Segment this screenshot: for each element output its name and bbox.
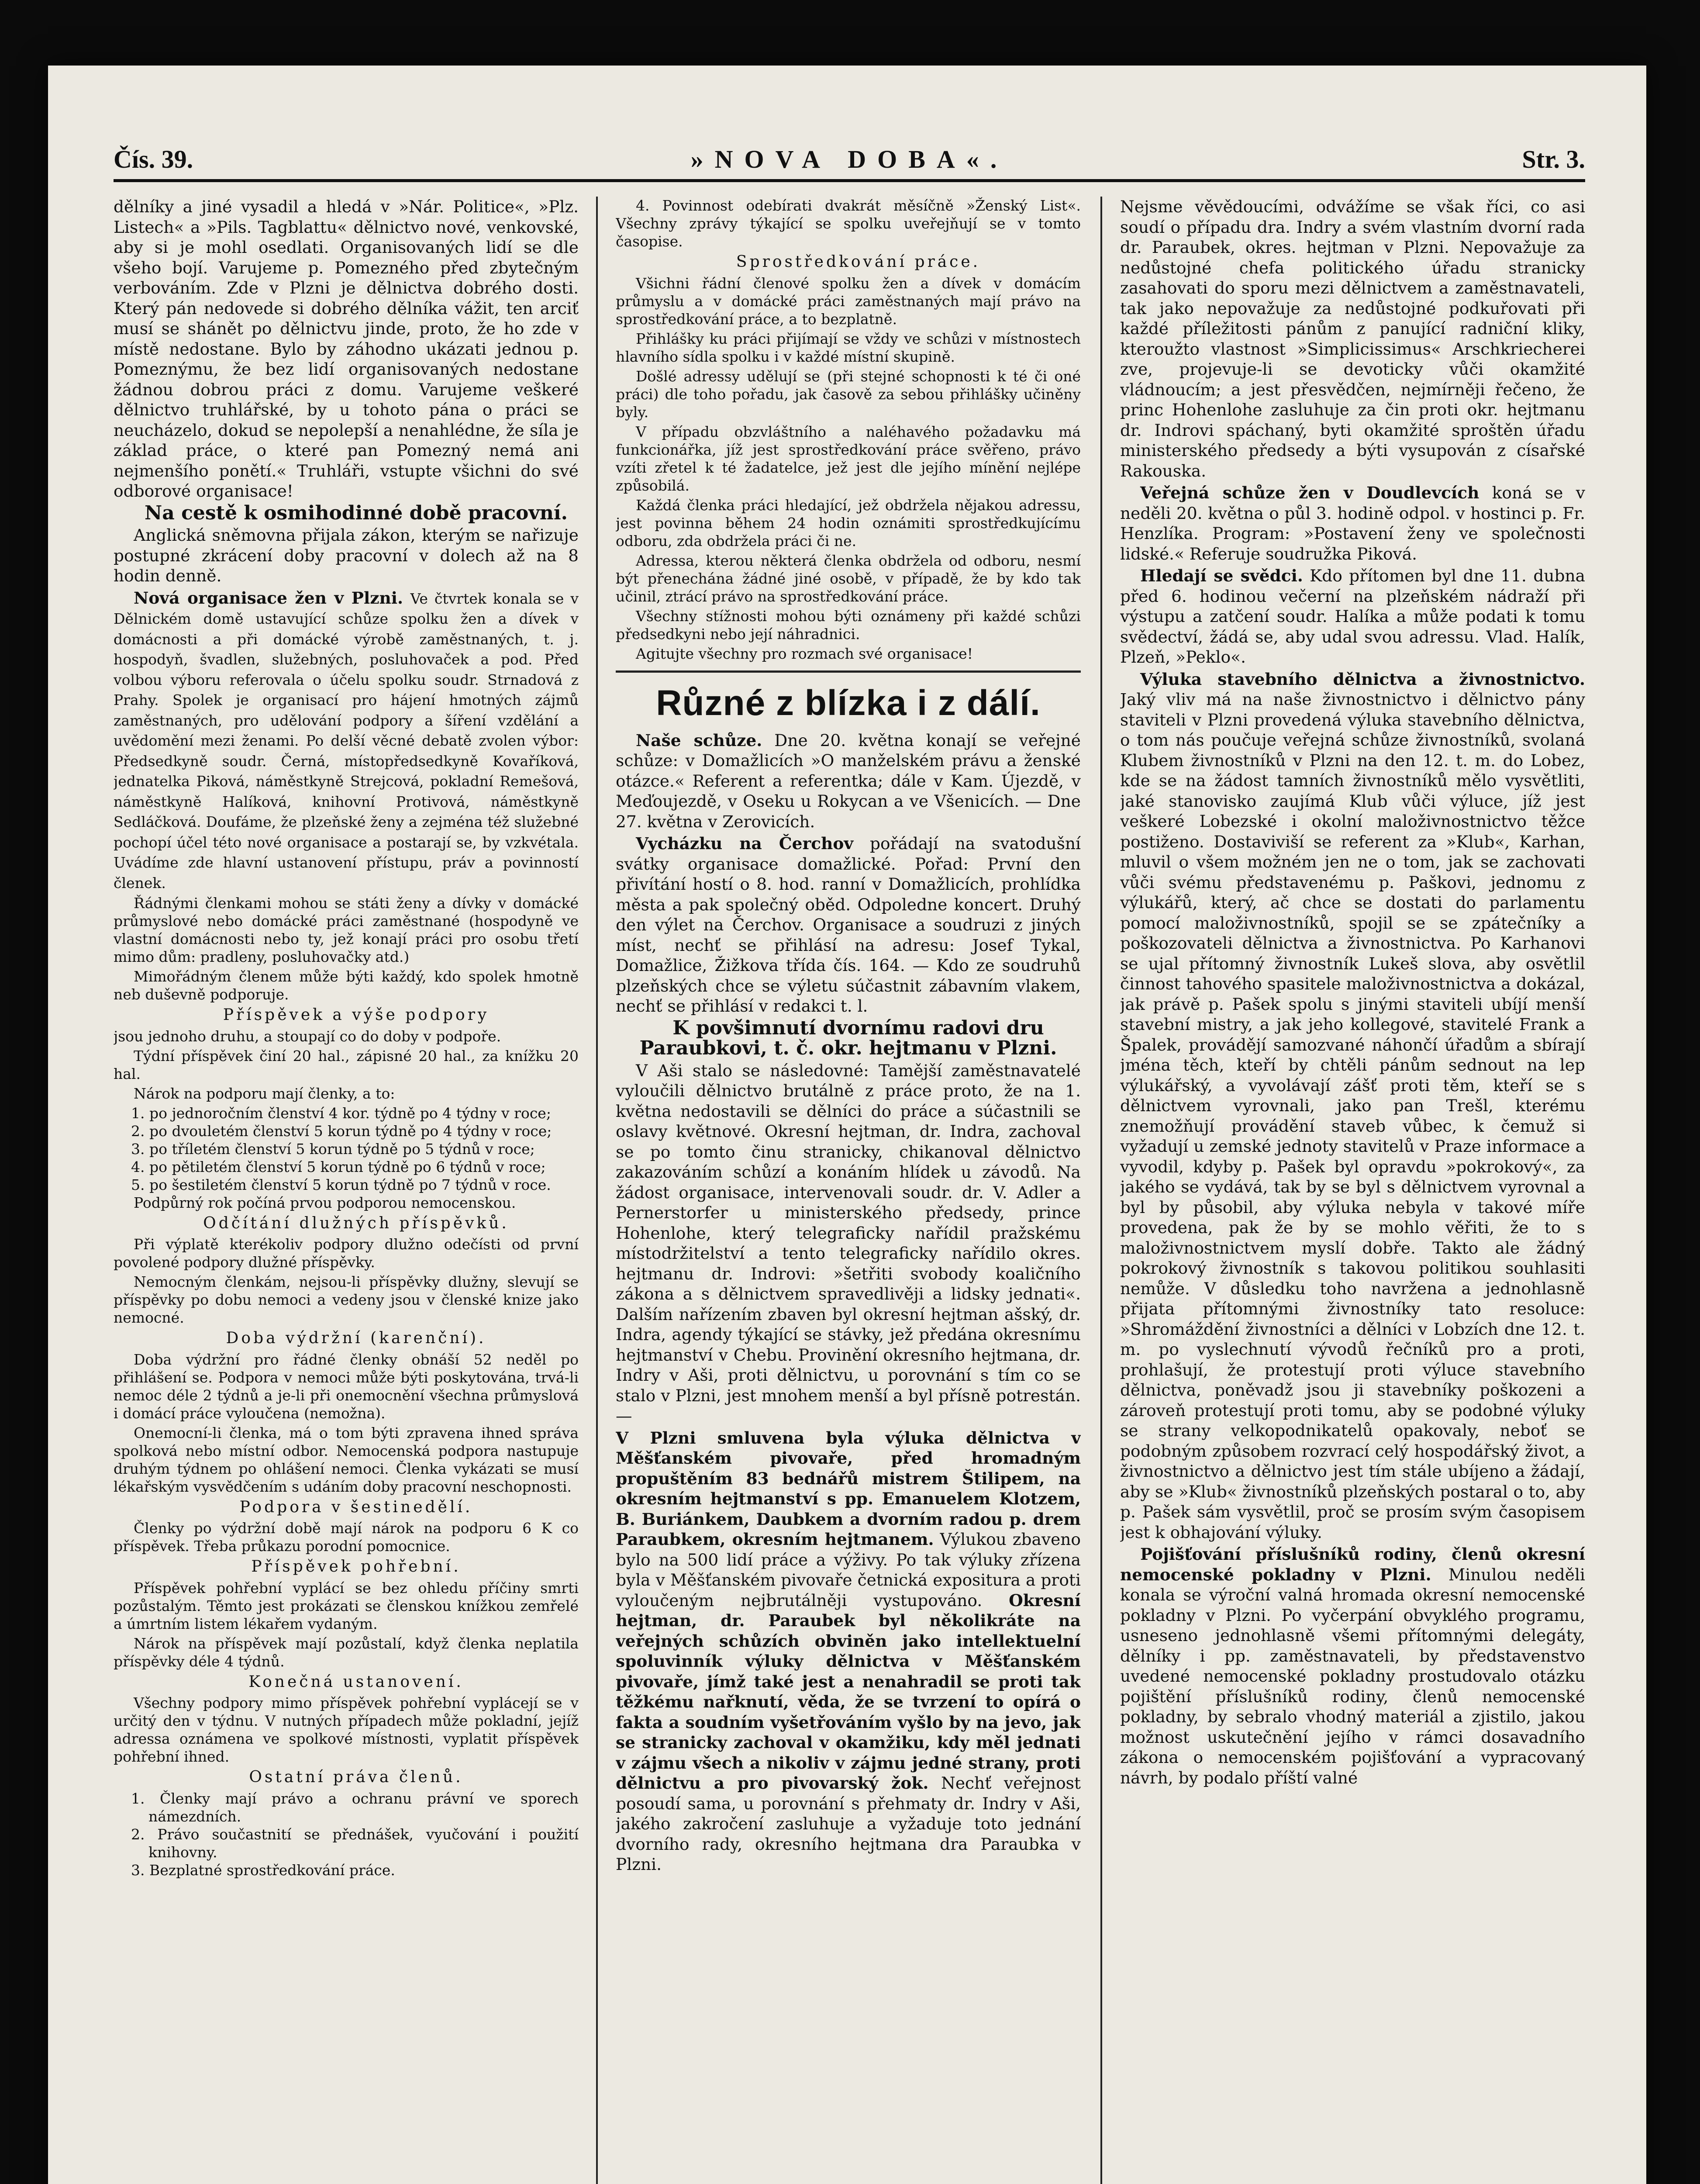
article-paragraph: Členky po výdržní době mají nárok na podporu 6 K co příspěvek. Třeba průkazu porodní pomocnice. — [114, 1520, 579, 1555]
rights-list — [114, 1790, 579, 1879]
article-paragraph: Onemocní-li členka, má o tom býti zpravena ihned správa spolková nebo místní odbor. Nemocenská podpora nastupuje druhým týdnem po ohlášení nemoci. Členka vykázati se musí lékařským vysvědčením s udáním doby pracovní neschopnosti. — [114, 1424, 579, 1495]
headline-doudlevce: Veřejná schůze žen v Doudlevcích — [1140, 483, 1479, 502]
headline-paraubek: K povšimnutí dvornímu radovi dru Paraubkovi, t. č. okr. hejtmanu v Plzni. — [639, 1016, 1057, 1059]
article-paragraph: Přihlášky ku práci přijímají se vždy ve schůzi v místnostech hlavního sídla spolku i v každé místní skupině. — [616, 330, 1081, 365]
list-item: 3. Bezplatné sprostředkování práce. — [131, 1861, 395, 1879]
article-paragraph: Došlé adressy udělují se (při stejné schopnosti k té či oné práci) dle toho pořadu, jak časově za sebou přihlášky učiněny byly. — [616, 367, 1081, 421]
article-paragraph: 4. Povinnost odebírati dvakrát měsíčně »Ženský List«. Všechny zprávy týkající se spolku uveřejňují se v tomto časopise. — [616, 197, 1081, 250]
article-paragraph — [616, 1428, 1081, 1875]
subheading: Příspěvek a výše podpory — [223, 1006, 490, 1024]
headline-lockout: Výluka stavebního dělnictva a živnostnictvo. — [1140, 669, 1585, 689]
support-list — [114, 1104, 579, 1194]
article-paragraph: Všechny stížnosti mohou býti oznámeny při každé schůzi předsedkyni nebo její náhradnici. — [616, 607, 1081, 643]
article-paragraph: Každá členka práci hledající, jež obdržela nějakou adressu, jest povinna během 24 hodin oznámiti sprostředkujícímu odboru, zda obdržela práci či ne. — [616, 496, 1081, 549]
article-paragraph: Anglická sněmovna přijala zákon, kterým se nařizuje postupné zkrácení doby pracovní v dolech až na 8 hodin denně. — [114, 525, 579, 585]
article-paragraph: Podpůrný rok počíná prvou podporou nemocenskou. — [134, 1194, 516, 1211]
article-paragraph: Všichni řádní členové spolku žen a dívek v domácím průmyslu a v domácké práci zaměstnaných mají právo na sprostředkování práce, a to bezplatně. — [616, 274, 1081, 328]
article-paragraph: Agitujte všechny pro rozmach své organisace! — [636, 645, 973, 662]
column-divider-2 — [1100, 197, 1102, 2184]
subheading: Ostatní práva členů. — [249, 1768, 463, 1786]
article-text: Kdo přítomen byl dne 11. dubna před 6. hodinou večerní na plzeňském nádraží při výstupu a zatčení soudr. Halíka a může podati k tomu svědectví, žádá se, aby udal svou adressu. Vlad. Halík, Plzeň, »Peklo«. — [1120, 566, 1585, 667]
article-paragraph — [616, 833, 1081, 1016]
article-paragraph: Všechny podpory mimo příspěvek pohřební vyplácejí se v určitý den v týdnu. V nutných případech může pokladní, jejíž adressa oznámena ve spolkové místnosti, vyplatit příspěvek pohřební ihned. — [114, 1694, 579, 1765]
subheading: Příspěvek pohřební. — [251, 1558, 461, 1576]
article-paragraph: dělníky a jiné vysadil a hledá v »Nár. Politice«, »Plz. Listech« a »Pils. Tagblattu« dělnictvo nové, venkovské, aby si je mohl osedlati. Organisovaných lidí se dle všeho bojí. Varujeme p. Pomezného před zbytečným verbováním. Zde v Plzni je dělnictva dobrého dosti. Který pán nedovede si dobrého dělníka vážit, ten arciť musí se shánět po dělnictvu jinde, proto, že ho zde v místě nedostane. Bylo by záhodno ukázati jednou p. Pomeznýmu, že bez lidí organisovaných nedostane žádnou dobrou práci z domu. Varujeme veškeré dělnictvo truhlářské, by u tohoto pána o práci se neucházelo, dokud se nepolepší a nenahlédne, že síla je základ práce, o které pan Pomezný nemá ani nejmenšího ponětí.« Truhláři, vstupte všichni do své odborové organisace! — [114, 197, 579, 501]
headline-insurance: Pojišťování příslušníků rodiny, členů okresní nemocenské pokladny v Plzni. — [1120, 1545, 1585, 1584]
article-text: Dne 20. května konají se veřejné schůze: v Domažlicích »O manželském právu a ženské otázce.« Referent a referentka; dále v Kam. Újezdě, v Meďoujezdě, v Oseku u Rokycan a ve Všenicích. — Dne 27. května v Zerovicích. — [616, 730, 1081, 831]
newspaper-page — [48, 66, 1646, 2184]
page-number: Str. 3. — [1522, 145, 1585, 173]
article-text: Jaký vliv má na naše živnostnictvo i dělnictvo pány staviteli v Plzni provedená výluka stavebního dělnictva, o tom nás poučuje veřejná schůze živnostníků, svolaná Klubem živnostníků v Plzni na den 12. t. m. do Lobez, kde se na žádost tamních živnostníků mělo vysvětliti, jaké stanovisko zaujímá Klub vůči výluce, jíž jest veškeré Lobezské i okolní maloživnostnictvo těžce postiženo. Dostaviviší se referent za »Klub«, Karhan, mluvil o všem možném jen ne o tom, jak se zachovati vůči svému představenému p. Paškovi, jednomu z výlukářů, který, ač chce se dostati do parlamentu pomocí maloživnostníků, spojil se se zpátečníky a poškozovateli dělnictva a živnostnictva. Po Karhanovi se ujal přítomný živnostník Lukeš slova, aby osvětlil činnost tahového spasitele maloživnostnictva a dokázal, jak právě p. Pašek spolu s jinými staviteli ubíjí menší stavební mistry, a jak jeho kollegové, stavitelé Frank a Špalek, provádějí samozvané náhončí úřadům a sbírají jména těch, kteří by chtěli pánům sednout na lep výlukářský, a vyvolávají zášť proti těm, kteří se s dělnictvem vyrovnali, jako pan Trešl, kterému znemožňují provádění staveb vůbec, k čemuž si vyžadují u zemské jednoty stavitelů v Praze informace a vyvodil, kdyby p. Pašek byl opravdu »pokrokový«, za jakého se vydává, tak by se byl s dělnictvem vyrovnal a byl by působil, aby výluka nebyla v takové míře provedena, pak že by se mohlo věřiti, že to s maloživnostnictvem myslí dobře. Takto ale žádný pokrokový živnostník s takovou politikou souhlasiti nemůže. V důsledku toho navrženа a jednohlasně přijata přítomnými živnostníky tato resoluce: »Shromáždění živnostníci a dělníci v Lobzích dne 12. t. m. po vyslechnutí vývodů řečníků pro a proti, prohlašují, že protestují proti výluce stavebního dělnictva, poněvadž jsou ji stavebníky poškozeni a zároveň protestují proti tomu, aby se podobné výluky se strany velkopodnikatelů opakovaly, neboť se podobným způsobem rozvrací celý hospodářský život, a živnostnictvo a dělnictvo jest tím stále ubíjeno a žádají, aby se »Klub« živnostníků plzeňských postaral o to, aby p. Pašek sám vysvětlil, proč se prosím svým časopisem jest k obhajování výluky. — [1120, 690, 1585, 1542]
headline-meetings: Naše schůze. — [636, 730, 762, 750]
list-item: 3. po tříletém členství 5 korun týdně po 5 týdnů v roce; — [131, 1140, 535, 1158]
list-item: 2. Právo součastnití se přednášek, vyučování i použití knihovny. — [131, 1825, 579, 1861]
article-text-bold: Okresní hejtman, dr. Paraubek byl několikráte na veřejných schůzích obviněn jako intellektuelní spoluvinník výluky dělnictva v Měšťanském pivovaře, jímž také jest a nenahradil se proti tak těžkému nařknutí, věda, že se tvrzení to opírá o fakta a soudním vyšetřováním vyšlo by na jevo, jak se stranicky zachoval v okamžiku, kdy měl jednati v zájmu všech a nikoliv v zájmu jedné strany, proti dělnictvu a pro pivovarský žok. — [616, 1590, 1081, 1793]
issue-number: Čís. 39. — [114, 145, 193, 173]
list-item: 1. po jednoročním členství 4 kor. týdně po 4 týdny v roce; — [131, 1104, 551, 1122]
headline-women-org: Nová organisace žen v Plzni. — [134, 588, 403, 608]
article-paragraph — [1120, 483, 1585, 564]
article-paragraph — [1120, 566, 1585, 667]
article-paragraph: Nárok na podporu mají členky, a to: — [134, 1085, 395, 1102]
subheading: Sprostředkování práce. — [736, 253, 981, 271]
article-text: Ve čtvrtek konala se v Dělnickém domě ustavující schůze spolku žen a dívek v domácnosti a při domácké výrobě zaměstnaných, t. j. hospodyň, švadlen, služebných, posluhovaček a pod. Před volbou výboru referovala o účelu spolku soudr. Strnadová z Prahy. Spolek je organisací pro hájení hmotných zájmů zaměstnaných, pro udělování podpory a šíření vzdělání a uvědomění mezi ženami. Po delší věcné debatě zvolen výbor: Předsedkyně soudr. Černá, místopředsedkyně Kovaříková, jednatelka Piková, náměstkyně Strejcová, pokladní Remešová, náměstkyně Halíková, knihovní Protivová, náměstkyně Sedláčková. Doufáme, že plzeňské ženy a zejména též služebné pochopí účel této nové organisace a postarají se, by vzkvétala. Uvádíme zde hlavní ustanovení přístupu, práv a povinností členek. — [114, 590, 579, 892]
headline-eight-hour-day: Na cestě k osmihodinné době pracovní. — [145, 501, 568, 524]
list-item: 2. po dvouletém členství 5 korun týdně po 4 týdny v roce; — [131, 1122, 552, 1140]
headline-cerchov: Vycházku na Čerchov — [636, 834, 854, 853]
article-paragraph — [114, 588, 579, 893]
page-header — [114, 131, 1585, 182]
article-paragraph — [1120, 1544, 1585, 1788]
article-paragraph: Adressa, kterou některá členka obdržela od odboru, nesmí být přenechána žádné jiné osobě, v případě, že by kdo tak učinil, ztrácí právo na sprostředkování práce. — [616, 552, 1081, 605]
article-paragraph: Příspěvek pohřební vyplácí se bez ohledu příčiny smrti pozůstalým. Těmto jest prokázati se členskou knížkou zemřelé a úmrtním listem lékařem vydaným. — [114, 1579, 579, 1632]
article-paragraph: Týdní příspěvek činí 20 hal., zápisné 20 hal., za knížku 20 hal. — [114, 1047, 579, 1082]
headline-witnesses: Hledají se svědci. — [1140, 566, 1303, 585]
article-paragraph — [1120, 669, 1585, 1543]
article-paragraph: Doba výdržní pro řádné členky obnáší 52 neděl po přihlášení se. Podpora v nemoci může býti poskytována, trvá-li nemoc déle 2 týdnů a je-li při onemocnění všechna průmyslová i domácí práce vyloučena (nemožna). — [114, 1351, 579, 1422]
article-paragraph — [616, 730, 1081, 832]
article-paragraph: Nárok na příspěvek mají pozůstalí, když členka neplatila příspěvky déle 4 týdnů. — [114, 1635, 579, 1670]
article-text: Nechť veřejnost posoudí sama, u porovnání s přehmaty dr. Indry v Aši, jakého zakročení zasluhuje a vyžaduje toto jednání dvorního rady, okresního hejtmana dra Paraubka v Plzni. — [616, 1773, 1081, 1874]
article-paragraph: Nejsme věvědoucími, odvážíme se však říci, co asi soudí o případu dra. Indry a svém vlastním dvorní rada dr. Paraubek, okres. hejtman v Plzni. Nepovažuje za nedůstojné chefa politického úřadu stranicky zasahovati do sporu mezi dělnictvem a zaměstnavateli, tak jako nepovažuje za nedůstojné podkuřovati při každé příležitosti pánům z panující radniční kliky, kteroužto vlastnost »Simplicissimus« Arschkriecherei zve, projevuje-li se devoticky vůči okamžité vládnoucím; a jest přesvědčen, nejmírněji řečeno, že princ Hohenlohe zasluhuje za čin proti okr. hejtmanu dr. Indrovi spáchaný, byti okamžité sproštěn úřadu ministerského předsedy a býti vysupován z císařské Rakouska. — [1120, 197, 1585, 480]
subheading: Podpora v šestinedělí. — [239, 1498, 473, 1516]
article-paragraph: Mimořádným členem může býti každý, kdo spolek hmotně neb duševně podporuje. — [114, 968, 579, 1003]
subheading: Konečná ustanovení. — [248, 1673, 464, 1691]
article-text: pořádají na svatodušní svátky organisace domažlické. Pořad: První den přivítání hostí o 8. hod. ranní v Domažlicích, prohlídka města a pak společný oběd. Odpoledne koncert. Druhý den výlet na Čerchov. Organisace a soudruzi z jiných míst, nechť se přihlásí na adresu: Josef Tykal, Domažlice, Žižkova třída čís. 164. — Kdo ze soudruhů plzeňských chce se výletu súčastnit zábavním vlakem, nechť se přihlásí v redakci t. l. — [616, 834, 1081, 1016]
article-paragraph: Řádnými členkami mohou se státi ženy a dívky v domácké průmyslové nebo domácké práci zaměstnané (hospodyně ve vlastní domácnosti nebo ty, jež konají práci pro osobu třetí mimo dům: pradleny, posluhovačky atd.) — [114, 895, 579, 965]
article-paragraph: V případu obzvláštního a naléhavého požadavku má funkcionářka, jíž jest sprostředkování práce svěřeno, právo vzíti zřetel k té žadatelce, jež jest dle jejího mínění nejlépe způsobilá. — [616, 423, 1081, 494]
article-paragraph: Nemocným členkám, nejsou-li příspěvky dlužny, slevují se příspěvky po dobu nemoci a vedeny jsou v členské knize jako nemocné. — [114, 1273, 579, 1326]
article-text: Minulou neděli konala se výroční valná hromada okresní nemocenské pokladny v Plzni. Po vyčerpání obvyklého programu, usneseno jednohlasně všemi přítomnými delegáty, dělníky i pp. zaměstnavateli, by představenstvo uvedené nemocenské pokladny prostudovalo otázku pojištění příslušníků rodiny, členů nemocenské pokladny, by sebralo vhodný materiál a zjistilo, jakou možnost uskutečnění jejího v rámci dosavadního zákona o nemocenském pojišťování a vypracovaný návrh, by podalo příští valné — [1120, 1565, 1585, 1787]
list-item: 1. Členky mají právo a ochranu právní ve sporech námezdních. — [131, 1790, 579, 1825]
list-item: 5. po šestiletém členství 5 korun týdně po 7 týdnů v roce. — [131, 1176, 551, 1193]
article-paragraph: V Aši stalo se následovné: Tamější zaměstnavatelé vyloučili dělnictvo brutálně z práce proto, že na 1. května nedostavili se dělníci do práce a súčastnili se oslavy květnové. Okresní hejtman, dr. Indra, zachoval se po tomto činu stranicky, chikanoval dělnictvo zakazováním schůzí a konáním hlídek u závodů. Na žádost organisace, intervenovali soudr. dr. V. Adler a Pernerstorfer u ministerského předsedy, prince Hohenlohe, který telegraficky nařídil pražskému místodržitelství a tento telegraficky nařídilo okres. hejtmanu dr. Indrovi: »šetřiti svobody koaličního zákona a s dělnictvem spravedlivěji a lidsky jednati«. Dalším nařízením zbaven byl okresní hejtman ašský, dr. Indra, agendy týkající se stávky, jež předána okresnímu hejtmanství v Chebu. Provinění okresního hejtmana, dr. Indry v Aši, proti dělnictvu, u porovnání s tím co se stalo v Plzni, jest mnohem menší a byl přísně potrestán. — — [616, 1061, 1081, 1425]
newspaper-title: »NOVA DOBA«. — [690, 145, 1008, 173]
article-paragraph: jsou jednoho druhu, a stoupají co do doby v podpoře. — [114, 1027, 501, 1045]
column-1 — [114, 197, 579, 2184]
column-divider-1 — [596, 197, 598, 2184]
column-2 — [616, 197, 1081, 2184]
article-text: koná se v neděli 20. května o půl 3. hodině odpol. v hostinci p. Fr. Henzlíka. Program: »Postavení ženy ve společnosti lidské.« Referuje soudružka Piková. — [1120, 483, 1585, 563]
article-text: Výlukou zbaveno bylo na 500 lidí práce a výživy. Po tak výluky zřízena byla v Měšťanském pivovaře četnická expositura a proti vyloučeným nejbrutálněji vystupováno. — [616, 1530, 1081, 1610]
section-heading: Různé z blízka i z dálí. — [616, 670, 1081, 724]
list-item: 4. po pětiletém členství 5 korun týdně po 6 týdnů v roce; — [131, 1158, 546, 1175]
column-3 — [1120, 197, 1585, 2184]
article-paragraph: Při výplatě kterékoliv podpory dlužno odečísti od první povolené podpory dlužné příspěvky. — [114, 1236, 579, 1271]
subheading: Odčítání dlužných příspěvků. — [203, 1214, 509, 1232]
article-text-bold: V Plzni smluvena byla výluka dělnictva v Měšťanském pivovaře, před hromadným propuštěním 83 bednářů mistrem Štilipem, na okresním hejtmanství s pp. Emanuelem Klotzem, B. Buriánkem, Daubkem a dvorním radou p. drem Paraubkem, okresním hejtmanem. — [616, 1428, 1081, 1549]
subheading: Doba výdržní (karenční). — [226, 1329, 486, 1347]
